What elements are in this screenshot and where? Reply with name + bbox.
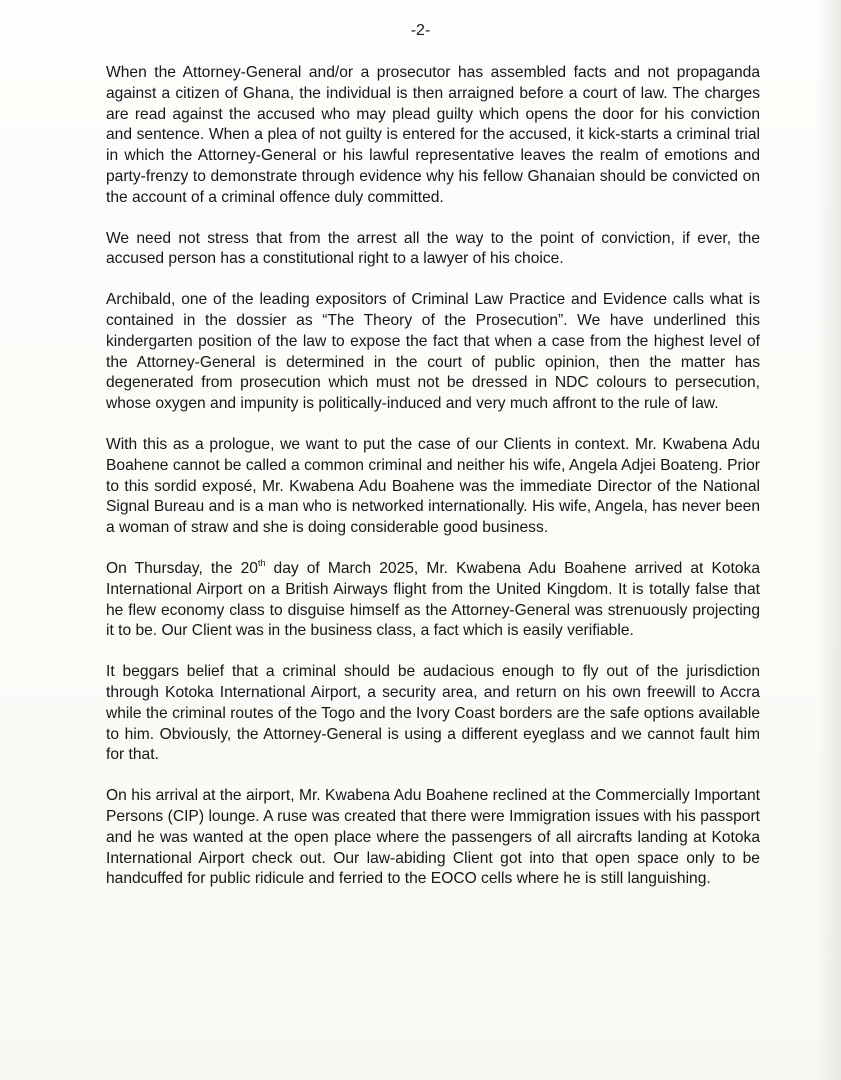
- paragraph-clients-context: With this as a prologue, we want to put the case of our Clients in context. Mr. Kwabena Adu Boahene cannot be called a common criminal and neither his wife, Angela Adjei Boateng. Prior to this sordid exposé, Mr. Kwabena Adu Boahene was the immediate Director of the National Signal Bureau and is a man who is networked internationally. His wife, Angela, has never been a woman of straw and she is doing considerable good business.: [106, 435, 760, 537]
- ordinal-suffix: th: [257, 557, 266, 568]
- paragraph-theory-of-prosecution: Archibald, one of the leading expositors of Criminal Law Practice and Evidence calls what is contained in the dossier as “The Theory of the Prosecution”. We have underlined this kindergarten position of the law to expose the fact that when a case from the highest level of the Attorney-General is determined in the court of public opinion, then the matter has degenerated from prosecution which must not be dressed in NDC colours to persecution, whose oxygen and impunity is politically-induced and very much affront to the rule of law.: [106, 291, 760, 413]
- paragraph-flight-argument: It beggars belief that a criminal should be audacious enough to fly out of the jurisdiction through Kotoka International Airport, a security area, and return on his own freewill to Accra while the criminal routes of the Togo and the Ivory Coast borders are the safe options available to him. Obviously, the Attorney-General is using a different eyeglass and we cannot fault him for that.: [106, 663, 760, 764]
- paragraph-attorney-general-process: When the Attorney-General and/or a prosecutor has assembled facts and not propaganda against a citizen of Ghana, the individual is then arraigned before a court of law. The charges are read against the accused who may plead guilty which opens the door for his conviction and sentence. When a plea of not guilty is entered for the accused, it kick-starts a criminal trial in which the Attorney-General or his lawful representative leaves the realm of emotions and party-frenzy to demonstrate through evidence why his fellow Ghanaian should be convicted on the account of a criminal offence duly committed.: [106, 64, 760, 206]
- document-body: [106, 63, 760, 890]
- arrival-text-before: On Thursday, the 20: [106, 559, 258, 577]
- arrival-text-after: day of March 2025, Mr. Kwabena Adu Boahene arrived at Kotoka International Airport on a British Airways flight from the United Kingdom. It is totally false that he flew economy class to disguise himself as the Attorney-General was strenuously projecting it to be. Our Client was in the business class, a fact which is easily verifiable.: [106, 559, 761, 640]
- page-number: -2-: [410, 22, 431, 39]
- paragraph-airport-arrest: On his arrival at the airport, Mr. Kwabena Adu Boahene reclined at the Commercially Important Persons (CIP) lounge. A ruse was created that there were Immigration issues with his passport and he was wanted at the open place where the passengers of all aircrafts landing at Kotoka International Airport check out. Our law-abiding Client got into that open space only to be handcuffed for public ridicule and ferried to the EOCO cells where he is still languishing.: [106, 787, 760, 888]
- paragraph-right-to-lawyer: We need not stress that from the arrest all the way to the point of conviction, if ever, the accused person has a constitutional right to a lawyer of his choice.: [106, 229, 760, 268]
- paragraph-arrival-date: [106, 559, 760, 642]
